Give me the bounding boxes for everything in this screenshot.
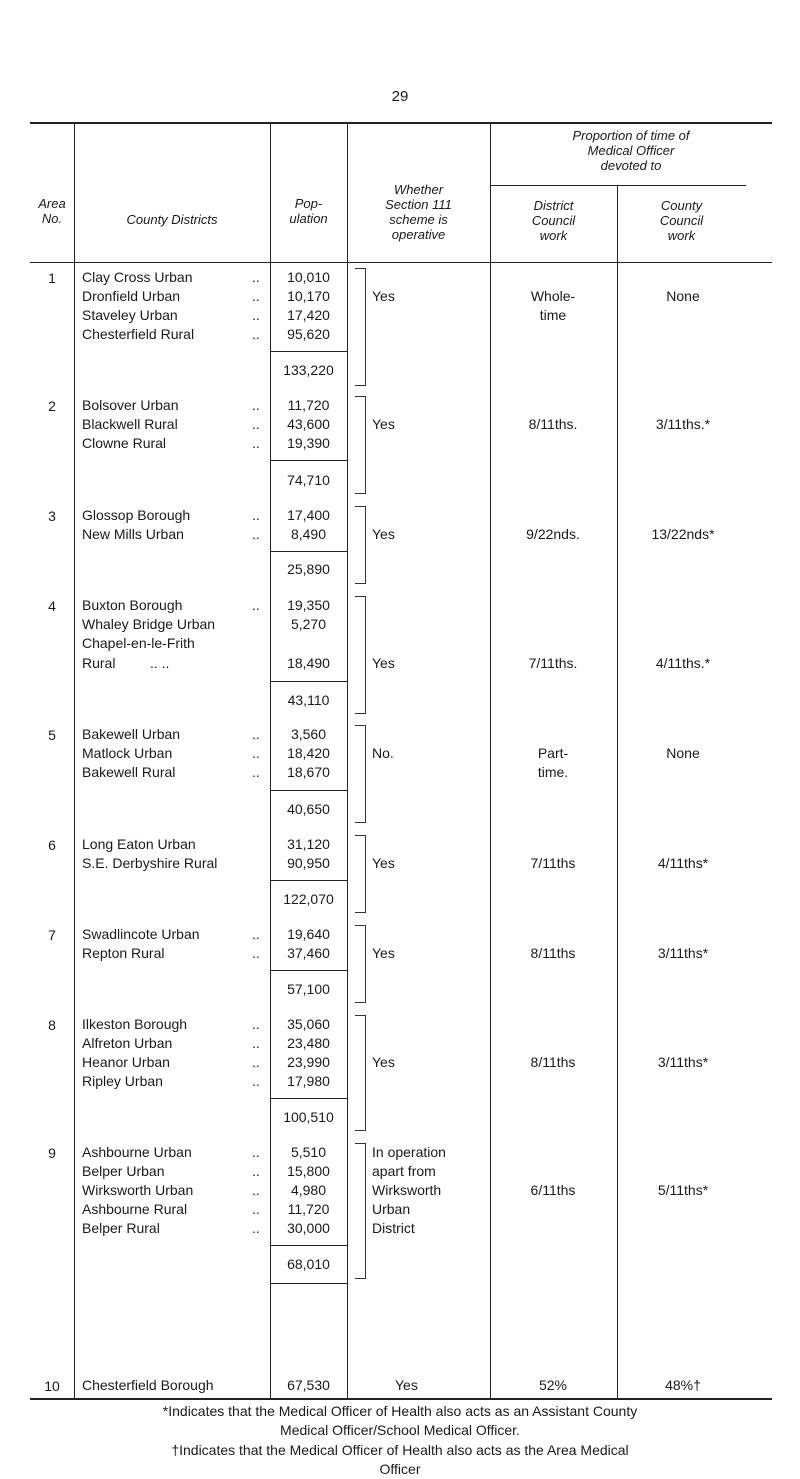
population-value: 43,600 [287,416,330,432]
district-name: S.E. Derbyshire Rural [82,855,218,871]
leader-dots: .. [252,1073,260,1089]
total-rule [270,1098,347,1099]
district-council-work: Part- time. [537,745,569,780]
county-council-work: 4/11ths* [657,855,709,871]
district-council-work: 9/22nds. [526,526,580,542]
district-name: Alfreton Urban [82,1035,173,1051]
district-council-work: 8/11ths [530,945,576,961]
scheme-status: Yes [372,655,395,671]
district-name: Whaley Bridge Urban [82,616,216,632]
county-council-work: 3/11ths* [657,1054,709,1070]
total-rule [270,790,347,791]
leader-dots: .. [252,397,260,413]
header-population: Pop- ulation [289,196,328,226]
total-rule [270,351,347,352]
area-number: 8 [48,1017,56,1033]
total-rule [270,1283,347,1284]
district-council-work: 6/11ths [530,1182,576,1198]
county-council-work: None [666,745,700,761]
district-council-work: 8/11ths. [528,416,578,432]
header-county-council: County Council work [659,198,704,243]
county-council-work: None [666,288,700,304]
leader-dots: .. [252,1201,260,1217]
population-value: 18,490 [287,655,330,671]
district-name: New Mills Urban [82,526,184,542]
district-name: Belper Urban [82,1163,165,1179]
population-value: 67,530 [287,1377,330,1393]
population-value: 18,420 [287,745,330,761]
area-number: 6 [48,837,56,853]
header-county-districts: County Districts [126,212,218,227]
leader-dots: .. [252,945,260,961]
area-number: 9 [48,1145,56,1161]
scheme-status: Yes [372,1054,395,1070]
leader-dots: .. [252,288,260,304]
district-name: Long Eaton Urban [82,836,196,852]
area-number: 4 [48,598,56,614]
leader-dots: .. .. [150,655,170,671]
column-rule [347,122,348,1398]
district-council-work: 8/11ths [530,1054,576,1070]
district-name: Chesterfield Rural [82,326,195,342]
population-total: 57,100 [287,981,330,997]
district-name: Ashbourne Urban [82,1144,192,1160]
county-council-work: 4/11ths.* [655,655,711,671]
district-name: Chapel-en-le-Frith [82,635,195,651]
county-council-work: 5/11ths* [657,1182,709,1198]
brace-bracket [355,725,366,823]
district-name: Belper Rural [82,1220,160,1236]
scheme-status: Yes [372,945,395,961]
area-number: 2 [48,398,56,414]
scheme-status: No. [372,745,394,761]
population-value: 90,950 [287,855,330,871]
district-council-work: 7/11ths [530,855,576,871]
leader-dots: .. [252,1163,260,1179]
leader-dots: .. [252,1220,260,1236]
population-value: 5,510 [290,1144,327,1160]
header-proportion: Proportion of time of Medical Officer devoted to [572,128,690,173]
population-total: 122,070 [283,891,334,907]
table-bottom-rule [30,1398,772,1400]
leader-dots: .. [252,1035,260,1051]
population-total: 40,650 [287,801,330,817]
population-total: 25,890 [287,561,330,577]
header-district-council: District Council work [531,198,576,243]
column-rule [617,185,618,1398]
population-value: 8,490 [290,526,327,542]
column-rule [74,122,75,1398]
page-number: 29 [391,88,409,105]
district-name: Dronfield Urban [82,288,181,304]
district-name: Clowne Rural [82,435,167,451]
leader-dots: .. [252,507,260,523]
population-total: 74,710 [287,472,330,488]
district-council-work: 52% [538,1377,568,1393]
total-rule [270,551,347,552]
district-name: Blackwell Rural [82,416,178,432]
scheme-status: Yes [372,855,395,871]
district-name: Ilkeston Borough [82,1016,188,1032]
district-name: Swadlincote Urban [82,926,200,942]
population-value: 5,270 [290,616,327,632]
brace-bracket [355,1143,366,1279]
population-total: 133,220 [283,362,334,378]
population-value: 35,060 [287,1016,330,1032]
population-value: 11,720 [287,1201,330,1217]
leader-dots: .. [252,764,260,780]
leader-dots: .. [252,1016,260,1032]
population-value: 30,000 [287,1220,330,1236]
area-number: 7 [48,927,56,943]
population-value: 23,480 [287,1035,330,1051]
population-value: 95,620 [287,326,330,342]
brace-bracket [355,925,366,1003]
district-name: Rural [82,655,116,671]
district-name: Clay Cross Urban [82,269,193,285]
header-area-no: Area No. [38,196,66,226]
population-value: 11,720 [287,397,330,413]
brace-bracket [355,396,366,494]
brace-bracket [355,1015,366,1131]
area-number: 3 [48,508,56,524]
total-rule [270,880,347,881]
county-council-work: 48%† [665,1377,701,1393]
district-name: Repton Rural [82,945,165,961]
area-number: 5 [48,727,56,743]
population-value: 15,800 [287,1163,330,1179]
leader-dots: .. [252,307,260,323]
brace-bracket [355,596,366,714]
population-value: 19,350 [287,597,330,613]
district-name: Heanor Urban [82,1054,170,1070]
total-rule [270,681,347,682]
population-total: 100,510 [283,1109,334,1125]
area-number: 1 [48,270,56,286]
total-rule [270,970,347,971]
footnote-dagger: †Indicates that the Medical Officer of Health also acts as the Area Medical Officer [171,1442,629,1477]
population-value: 23,990 [287,1054,330,1070]
population-value: 19,390 [287,435,330,451]
leader-dots: .. [252,926,260,942]
county-council-work: 3/11ths* [657,945,709,961]
county-council-work: 3/11ths.* [655,416,711,432]
district-name: Matlock Urban [82,745,173,761]
population-value: 4,980 [290,1182,327,1198]
district-name: Ripley Urban [82,1073,163,1089]
population-value: 37,460 [287,945,330,961]
leader-dots: .. [252,526,260,542]
area-number: 10 [44,1378,60,1394]
leader-dots: .. [252,416,260,432]
scheme-status: Yes [372,526,395,542]
district-name: Bakewell Rural [82,764,176,780]
leader-dots: .. [252,745,260,761]
population-value: 17,980 [287,1073,330,1089]
leader-dots: .. [252,269,260,285]
total-rule [270,1245,347,1246]
scheme-status: Yes [372,288,395,304]
footnote-asterisk: *Indicates that the Medical Officer of Health also acts as an Assistant County Medical Officer/School Medical Officer. [162,1403,638,1438]
leader-dots: .. [252,597,260,613]
population-value: 17,420 [287,307,330,323]
total-rule [270,460,347,461]
header-scheme: Whether Section 111 scheme is operative [385,182,452,242]
leader-dots: .. [252,726,260,742]
population-total: 43,110 [287,692,330,708]
district-name: Glossop Borough [82,507,191,523]
proportion-subheader-rule [490,185,746,186]
population-value: 18,670 [287,764,330,780]
district-council-work: Whole- time [530,288,576,323]
table-top-rule [30,122,772,124]
district-name: Wirksworth Urban [82,1182,194,1198]
population-value: 3,560 [290,726,327,742]
district-name: Bolsover Urban [82,397,179,413]
district-council-work: 7/11ths. [528,655,578,671]
district-name: Staveley Urban [82,307,178,323]
leader-dots: .. [252,1144,260,1160]
leader-dots: .. [252,326,260,342]
population-value: 10,170 [287,288,330,304]
district-name: Ashbourne Rural [82,1201,188,1217]
brace-bracket [355,268,366,386]
scheme-status: Yes [372,416,395,432]
district-name: Chesterfield Borough [82,1377,214,1393]
population-total: 68,010 [287,1256,330,1272]
brace-bracket [355,506,366,584]
county-council-work: 13/22nds* [651,526,715,542]
scheme-status: Yes [395,1377,418,1393]
leader-dots: .. [252,1182,260,1198]
brace-bracket [355,835,366,913]
leader-dots: .. [252,1054,260,1070]
population-value: 17,400 [287,507,330,523]
leader-dots: .. [252,435,260,451]
district-name: Bakewell Urban [82,726,181,742]
district-name: Buxton Borough [82,597,183,613]
population-value: 10,010 [287,269,330,285]
scheme-status: In operation apart from Wirksworth Urban District [372,1144,446,1236]
header-bottom-rule [30,262,772,263]
population-value: 19,640 [287,926,330,942]
population-value: 31,120 [287,836,330,852]
